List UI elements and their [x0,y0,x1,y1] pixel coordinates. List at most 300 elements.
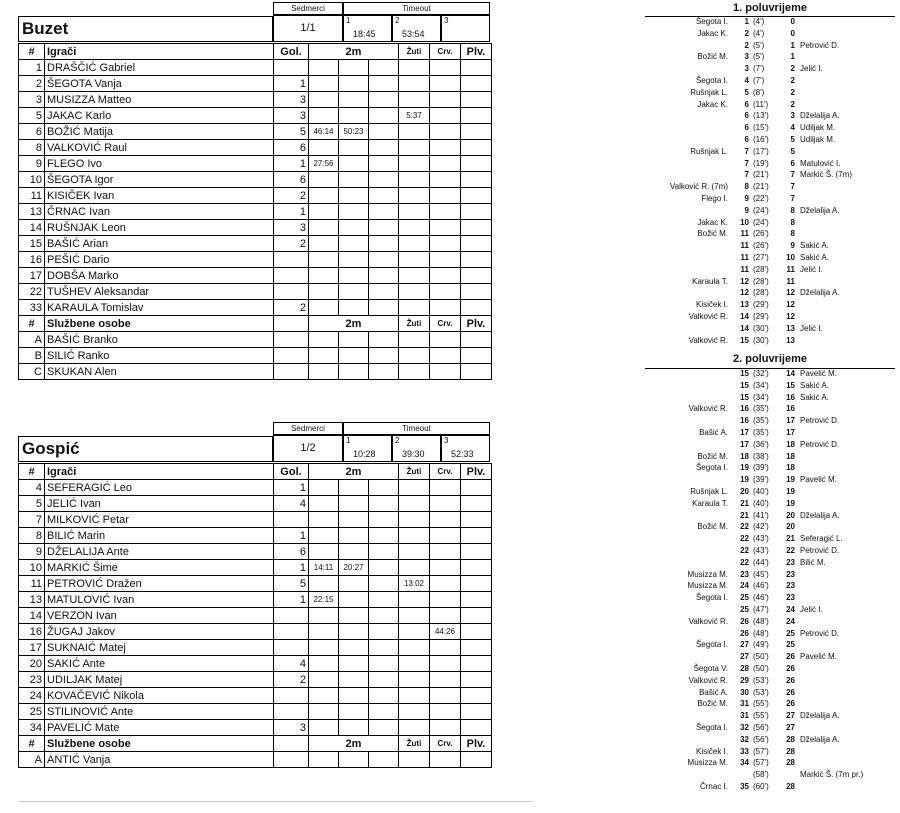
player-goals: 1 [274,592,309,608]
player-name: MUSIZZA Matteo [45,92,274,108]
empty-cell [399,332,430,348]
home-score: 18 [740,451,749,461]
away-score: 1 [790,52,795,62]
home-score: 26 [740,628,749,638]
team-header [18,2,498,42]
event-minute: (26') [753,241,769,251]
event-minute: (28') [753,264,769,274]
suspension-1 [309,656,339,672]
col-red: Crv. [430,316,461,332]
list-item [645,499,895,510]
away-score: 17 [786,416,795,426]
event-minute: (19') [753,158,769,168]
suspension-1: 46:14 [309,124,339,140]
suspension-3 [369,576,399,592]
event-minute: (36') [753,439,769,449]
list-item [645,64,895,75]
home-scorer: Božić M. [697,522,728,532]
home-scorer: Rušnjak L. [690,146,728,156]
player-name: BOŽIĆ Matija [45,124,274,140]
home-score: 31 [740,711,749,721]
home-score: 4 [744,76,749,85]
list-item [645,629,895,640]
player-number: 10 [19,560,45,576]
empty-cell [339,348,369,364]
red-card [430,300,461,316]
empty-cell [274,332,309,348]
away-score: 8 [790,217,795,227]
away-scorer: Dželalija A. [800,510,840,520]
event-minute: (57') [753,746,769,756]
away-score: 23 [786,581,795,591]
suspension-3 [369,92,399,108]
event-minute: (44') [753,557,769,567]
player-goals: 4 [274,656,309,672]
away-scorer: Jelić I. [800,264,823,274]
team-name: Buzet [18,16,273,42]
away-score: 26 [786,675,795,685]
away-score: 27 [786,723,795,732]
blue-card [461,268,492,284]
empty-cell [461,752,492,768]
list-item [645,170,895,181]
player-name: SAKIĆ Ante [45,656,274,672]
suspension-1 [309,672,339,688]
player-number: 23 [19,672,45,688]
list-item [645,558,895,569]
red-card [430,156,461,172]
suspension-3 [369,512,399,528]
player-goals: 3 [274,108,309,124]
away-score: 8 [790,205,795,215]
timeout-label: Timeout [343,2,490,15]
home-score: 17 [740,428,749,437]
player-number: 24 [19,688,45,704]
player-name: MARKIĆ Šime [45,560,274,576]
away-score: 7 [790,182,795,192]
timeout-time: 18:45 [353,29,376,39]
timeout-number: 2 [395,436,400,445]
empty-cell [369,364,399,380]
timeout-number: 3 [444,16,449,25]
timeout-2 [392,435,441,462]
away-score: 26 [786,664,795,673]
home-score: 30 [740,687,749,697]
away-score: 4 [790,123,795,133]
home-score: 2 [744,28,749,38]
blue-card [461,76,492,92]
suspension-1 [309,300,339,316]
away-score: 6 [790,158,795,168]
suspension-3 [369,172,399,188]
suspension-2: 50:23 [339,124,369,140]
list-item [645,111,895,122]
away-score: 28 [786,734,795,744]
col-officials: Službene osobe [45,736,274,752]
table-row [19,512,492,528]
list-item [645,381,895,392]
empty-cell [461,364,492,380]
list-item [645,76,895,87]
player-goals: 1 [274,76,309,92]
home-scorer: Božić M. [697,229,728,239]
list-item [645,581,895,592]
suspension-1 [309,576,339,592]
sevens-label: Sedmerci [273,422,343,435]
list-item [645,194,895,205]
home-score: 35 [740,782,749,791]
player-number: 1 [19,60,45,76]
blue-card [461,656,492,672]
blue-card [461,560,492,576]
event-minute: (50') [753,664,769,673]
blue-card [461,576,492,592]
player-name: PETROVIĆ Dražen [45,576,274,592]
yellow-card: 13:02 [399,576,430,592]
event-minute: (32') [753,369,769,378]
red-card [430,284,461,300]
event-minute: (15') [753,123,769,133]
suspension-3 [369,300,399,316]
away-score: 28 [786,782,795,791]
blue-card [461,624,492,640]
col-blue: Plv. [461,464,492,480]
suspension-1 [309,608,339,624]
away-score: 5 [790,146,795,156]
team-header [18,422,498,462]
suspension-1 [309,236,339,252]
table-row [19,92,492,108]
suspension-1 [309,512,339,528]
suspension-2 [339,608,369,624]
list-item [645,17,895,28]
home-scorer: Šegota I. [695,463,728,473]
event-minute: (53') [753,687,769,697]
red-card [430,480,461,496]
list-item [645,229,895,240]
list-item [645,770,895,781]
suspension-3 [369,480,399,496]
suspension-1: 22:15 [309,592,339,608]
col-number: # [19,464,45,480]
player-name: PEŠIĆ Dario [45,252,274,268]
timeout-3 [441,435,490,462]
suspension-2 [339,544,369,560]
red-card [430,252,461,268]
away-scorer: Petrović D. [800,546,840,555]
player-goals [274,704,309,720]
list-item [645,758,895,769]
player-goals: 5 [274,576,309,592]
blue-card [461,124,492,140]
player-goals: 6 [274,544,309,560]
event-minute: (46') [753,581,769,591]
event-minute: (13') [753,111,769,121]
table-row [19,496,492,512]
player-name: JELIĆ Ivan [45,496,274,512]
suspension-1 [309,480,339,496]
table-row [19,300,492,316]
list-item [645,393,895,404]
blue-card [461,720,492,736]
suspension-2 [339,300,369,316]
event-minute: (11') [753,99,769,109]
yellow-card [399,204,430,220]
table-row [19,672,492,688]
home-scorer: Šegota I. [695,76,728,85]
away-score: 21 [786,534,795,544]
suspension-3 [369,544,399,560]
yellow-card [399,124,430,140]
suspension-1 [309,76,339,92]
official-letter: B [19,348,45,364]
suspension-2 [339,236,369,252]
home-score: 17 [740,439,749,449]
timeout-time: 52:33 [451,449,474,459]
list-item [645,312,895,323]
event-minute: (43') [753,534,769,544]
suspension-2 [339,252,369,268]
suspension-2 [339,512,369,528]
suspension-1 [309,284,339,300]
away-scorer: Sakić A. [800,241,829,251]
event-minute: (40') [753,487,769,496]
col-blue: Plv. [461,736,492,752]
players-table [18,43,492,380]
event-minute: (4') [753,17,765,26]
away-score: 28 [786,746,795,756]
player-goals [274,284,309,300]
player-name: DŽELALIJA Ante [45,544,274,560]
col-yellow: Žuti [399,44,430,60]
timeout-time: 10:28 [353,449,376,459]
suspension-1: 27:56 [309,156,339,172]
home-scorer: Musizza M. [687,758,728,768]
red-card [430,92,461,108]
player-name: MATULOVIĆ Ivan [45,592,274,608]
home-score: 6 [744,123,749,133]
home-scorer: Karaula T. [692,276,728,286]
red-card [430,124,461,140]
event-minute: (38') [753,451,769,461]
player-name: BAŠIĆ Arian [45,236,274,252]
home-score: 32 [740,734,749,744]
player-goals: 3 [274,220,309,236]
suspension-2 [339,720,369,736]
home-score: 3 [744,52,749,62]
away-score: 23 [786,593,795,603]
list-item [645,463,895,474]
empty-cell [430,364,461,380]
away-score: 2 [790,76,795,85]
yellow-card [399,268,430,284]
suspension-3 [369,656,399,672]
yellow-card [399,624,430,640]
away-score: 9 [790,241,795,251]
players-header-row [19,464,492,480]
home-score: 3 [744,64,749,74]
empty-cell [309,364,339,380]
table-row [19,220,492,236]
away-scorer: Sakić A. [800,253,829,262]
table-row [19,60,492,76]
yellow-card [399,704,430,720]
red-card [430,172,461,188]
home-score: 11 [740,264,749,274]
list-item [645,336,895,347]
player-name: KARAULA Tomislav [45,300,274,316]
event-minute: (47') [753,605,769,614]
away-scorer: Dželalija A. [800,734,840,744]
home-scorer: Valković R. [688,335,728,345]
away-score: 13 [786,323,795,333]
home-score: 25 [740,593,749,603]
col-officials: Službene osobe [45,316,274,332]
player-goals: 5 [274,124,309,140]
event-minute: (28') [753,288,769,298]
list-item [645,640,895,651]
home-scorer: Karaula T. [692,498,728,508]
player-name: ŽUGAJ Jakov [45,624,274,640]
home-scorer: Božić M. [697,52,728,62]
red-card [430,544,461,560]
away-scorer: Markić Š. (7m) [800,170,852,180]
empty-cell [309,752,339,768]
home-score: 12 [740,288,749,298]
red-card [430,688,461,704]
suspension-2 [339,528,369,544]
blue-card [461,220,492,236]
away-scorer: Udiljak M. [800,123,836,133]
table-row [19,656,492,672]
away-scorer: Dželalija A. [800,111,840,121]
officials-header-row [19,316,492,332]
player-number: 2 [19,76,45,92]
event-minute: (21') [753,182,769,192]
suspension-1: 14:11 [309,560,339,576]
suspension-1 [309,188,339,204]
list-item [645,711,895,722]
event-minute: (48') [753,628,769,638]
event-minute: (39') [753,463,769,473]
player-goals [274,252,309,268]
timeout-time: 53:54 [402,29,425,39]
timeout-number: 3 [444,436,449,445]
col-red: Crv. [430,464,461,480]
home-scorer: Rušnjak L. [690,87,728,97]
red-card [430,640,461,656]
away-score: 11 [786,264,795,274]
player-number: 20 [19,656,45,672]
blue-card [461,188,492,204]
suspension-2: 20:27 [339,560,369,576]
team-sheet-buzet [18,2,498,378]
event-minute: (5') [753,40,765,50]
suspension-1 [309,268,339,284]
away-scorer: Seferagić L. [800,534,843,544]
player-name: KOVAČEVIĆ Nikola [45,688,274,704]
red-card [430,204,461,220]
away-scorer: Pavelić M. [800,475,837,485]
away-score: 28 [786,758,795,768]
suspension-2 [339,60,369,76]
home-scorer: Šegota I. [695,593,728,603]
home-score: 6 [744,135,749,144]
event-minute: (40') [753,498,769,508]
home-scorer: Valković R. (7m) [669,182,728,192]
home-score: 27 [740,640,749,650]
col-number: # [19,736,45,752]
suspension-2 [339,108,369,124]
blue-card [461,496,492,512]
blue-card [461,512,492,528]
suspension-1 [309,544,339,560]
event-minute: (42') [753,522,769,532]
col-blue: Plv. [461,316,492,332]
player-name: BILIĆ Marin [45,528,274,544]
suspension-3 [369,704,399,720]
player-number: 10 [19,172,45,188]
away-scorer: Petrović D. [800,416,840,426]
away-score: 25 [786,640,795,650]
official-name: BAŠIĆ Branko [45,332,274,348]
away-scorer: Petrović D. [800,628,840,638]
away-score: 7 [790,170,795,180]
away-score: 2 [790,87,795,97]
list-item [645,747,895,758]
timeout-3 [441,15,490,42]
red-card: 44:26 [430,624,461,640]
list-item [645,440,895,451]
yellow-card [399,92,430,108]
timeout-number: 1 [346,436,351,445]
home-score: 24 [740,581,749,591]
red-card [430,656,461,672]
empty-cell [339,332,369,348]
blue-card [461,528,492,544]
away-score: 0 [790,17,795,26]
suspension-2 [339,172,369,188]
player-goals [274,608,309,624]
table-row [19,172,492,188]
empty-cell [399,364,430,380]
event-minute: (5') [753,52,765,62]
table-row [19,544,492,560]
yellow-card [399,720,430,736]
player-number: 13 [19,592,45,608]
suspension-2 [339,268,369,284]
blue-card [461,640,492,656]
event-minute: (53') [753,675,769,685]
col-players: Igrači [45,464,274,480]
player-name: MILKOVIĆ Petar [45,512,274,528]
suspension-1 [309,640,339,656]
yellow-card [399,60,430,76]
red-card [430,608,461,624]
home-scorer: Rušnjak L. [690,487,728,496]
player-name: DOBŠA Marko [45,268,274,284]
suspension-3 [369,284,399,300]
official-name: ANTIĆ Vanja [45,752,274,768]
home-scorer: Šegota V. [693,664,728,673]
home-score: 9 [744,205,749,215]
home-score: 11 [740,241,749,251]
table-row [19,332,492,348]
blue-card [461,60,492,76]
yellow-card [399,688,430,704]
away-score: 26 [786,652,795,662]
suspension-1 [309,108,339,124]
